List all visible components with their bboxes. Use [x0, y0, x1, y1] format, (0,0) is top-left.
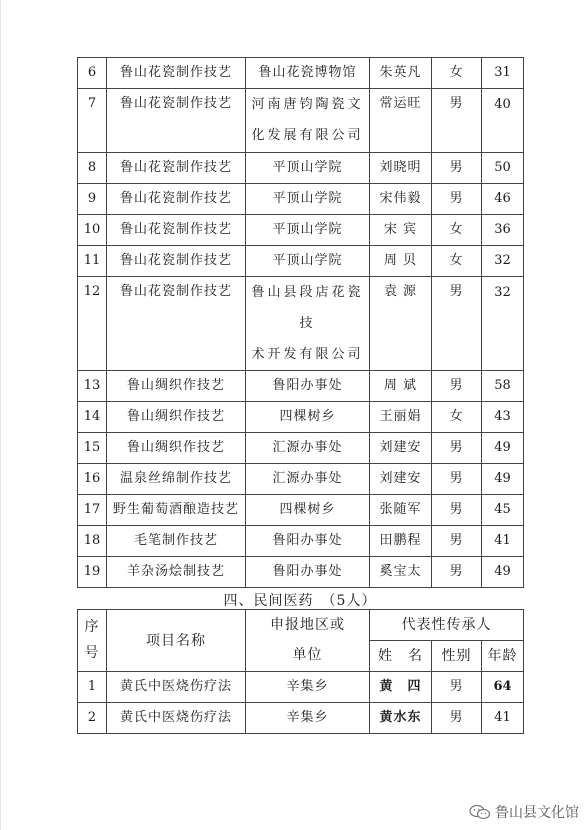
table-row [78, 526, 524, 557]
row-number: 8 [78, 153, 107, 184]
inheritor-name: 田鹏程 [370, 526, 432, 557]
gender: 男 [432, 526, 482, 557]
table-row [78, 557, 524, 588]
project-name: 毛笔制作技艺 [107, 526, 246, 557]
row-number: 15 [78, 433, 107, 464]
project-name: 温泉丝绵制作技艺 [107, 464, 246, 495]
gender: 男 [432, 89, 482, 153]
project-name: 鲁山花瓷制作技艺 [107, 58, 246, 89]
gender: 女 [432, 246, 482, 277]
area-line: 化发展有限公司 [251, 128, 364, 143]
age: 46 [482, 184, 524, 215]
header-name: 姓 名 [370, 641, 432, 672]
inheritor-name: 周 斌 [370, 371, 432, 402]
area-unit [246, 371, 370, 402]
header-seq-bottom: 号 [84, 645, 100, 661]
row-number: 18 [78, 526, 107, 557]
area-unit [246, 246, 370, 277]
area-line: 鲁阳办事处 [272, 378, 343, 393]
area-unit [246, 464, 370, 495]
age: 58 [482, 371, 524, 402]
area-line: 术开发有限公司 [251, 347, 364, 362]
header-area-top: 申报地区或 [270, 617, 345, 633]
age: 43 [482, 402, 524, 433]
gender: 男 [432, 703, 482, 734]
project-name: 鲁山花瓷制作技艺 [107, 246, 246, 277]
gender: 男 [432, 672, 482, 703]
age: 64 [482, 672, 524, 703]
header-seq [78, 610, 107, 672]
table-row [78, 703, 524, 734]
gender: 男 [432, 371, 482, 402]
header-seq-top: 序 [84, 619, 100, 635]
row-number: 11 [78, 246, 107, 277]
area-line: 汇源办事处 [272, 471, 343, 486]
project-name: 野生葡萄酒酿造技艺 [107, 495, 246, 526]
row-number: 7 [78, 89, 107, 153]
row-number: 1 [78, 672, 107, 703]
heritage-table-body [78, 58, 524, 588]
area-line: 平顶山学院 [272, 160, 343, 175]
header-representative: 代表性传承人 [370, 610, 524, 641]
table-row [78, 153, 524, 184]
gender: 男 [432, 153, 482, 184]
table-row [78, 464, 524, 495]
area-unit [246, 402, 370, 433]
row-number: 17 [78, 495, 107, 526]
age: 36 [482, 215, 524, 246]
project-name: 鲁山花瓷制作技艺 [107, 215, 246, 246]
age: 49 [482, 433, 524, 464]
row-number: 14 [78, 402, 107, 433]
area-unit: 辛集乡 [246, 703, 370, 734]
area-unit [246, 495, 370, 526]
table-row [78, 89, 524, 153]
area-line: 鲁山花瓷博物馆 [258, 65, 357, 80]
table-row [78, 277, 524, 371]
row-number: 13 [78, 371, 107, 402]
header-project: 项目名称 [107, 610, 246, 672]
gender: 男 [432, 433, 482, 464]
age: 50 [482, 153, 524, 184]
table-row [78, 495, 524, 526]
age: 40 [482, 89, 524, 153]
watermark [469, 802, 579, 822]
gender: 女 [432, 215, 482, 246]
header-row-top [78, 610, 524, 641]
table-row [78, 402, 524, 433]
project-name: 羊杂汤烩制技艺 [107, 557, 246, 588]
inheritor-name: 刘建安 [370, 433, 432, 464]
row-number: 12 [78, 277, 107, 371]
table-row [78, 184, 524, 215]
age: 32 [482, 246, 524, 277]
inheritor-name: 周 贝 [370, 246, 432, 277]
project-name: 黄氏中医烧伤疗法 [107, 672, 246, 703]
header-age: 年龄 [482, 641, 524, 672]
row-number: 16 [78, 464, 107, 495]
inheritor-name: 宋 宾 [370, 215, 432, 246]
inheritor-name: 宋伟毅 [370, 184, 432, 215]
inheritor-name: 奚宝太 [370, 557, 432, 588]
inheritor-name: 袁 源 [370, 277, 432, 371]
inheritor-name: 黄 四 [370, 672, 432, 703]
inheritor-name: 刘晓明 [370, 153, 432, 184]
area-line: 平顶山学院 [272, 191, 343, 206]
header-area-bottom: 单位 [292, 647, 323, 663]
project-name: 鲁山花瓷制作技艺 [107, 89, 246, 153]
project-name: 鲁山绸织作技艺 [107, 402, 246, 433]
age: 49 [482, 464, 524, 495]
row-number: 10 [78, 215, 107, 246]
inheritor-name: 黄水东 [370, 703, 432, 734]
header-area [246, 610, 370, 672]
area-line: 四棵树乡 [279, 409, 336, 424]
area-line: 河南唐钧陶瓷文 [251, 97, 364, 112]
area-unit [246, 89, 370, 153]
age: 45 [482, 495, 524, 526]
area-unit [246, 433, 370, 464]
inheritor-name: 王丽娟 [370, 402, 432, 433]
area-line: 平顶山学院 [272, 222, 343, 237]
area-unit: 辛集乡 [246, 672, 370, 703]
area-line: 鲁阳办事处 [272, 533, 343, 548]
area-unit [246, 215, 370, 246]
age: 32 [482, 277, 524, 371]
area-unit [246, 184, 370, 215]
area-unit [246, 526, 370, 557]
gender: 男 [432, 464, 482, 495]
area-unit [246, 153, 370, 184]
gender: 男 [432, 557, 482, 588]
table-row [78, 672, 524, 703]
inheritor-name: 张随军 [370, 495, 432, 526]
table-row [78, 433, 524, 464]
project-name: 鲁山绸织作技艺 [107, 371, 246, 402]
table-row [78, 215, 524, 246]
area-unit [246, 277, 370, 371]
area-unit [246, 557, 370, 588]
age: 41 [482, 526, 524, 557]
project-name: 鲁山花瓷制作技艺 [107, 277, 246, 371]
project-name: 鲁山花瓷制作技艺 [107, 153, 246, 184]
inheritor-name: 朱英凡 [370, 58, 432, 89]
age: 31 [482, 58, 524, 89]
row-number: 9 [78, 184, 107, 215]
folk-medicine-table [77, 609, 524, 734]
row-number: 6 [78, 58, 107, 89]
table-row [78, 58, 524, 89]
section-title-folk-medicine: 四、民间医药 （5人） [223, 593, 377, 609]
age: 41 [482, 703, 524, 734]
gender: 男 [432, 277, 482, 371]
area-line: 鲁阳办事处 [272, 564, 343, 579]
project-name: 鲁山绸织作技艺 [107, 433, 246, 464]
wechat-icon [469, 804, 491, 820]
area-line: 平顶山学院 [272, 253, 343, 268]
table-row [78, 371, 524, 402]
inheritor-name: 刘建安 [370, 464, 432, 495]
project-name: 黄氏中医烧伤疗法 [107, 703, 246, 734]
area-line: 汇源办事处 [272, 440, 343, 455]
row-number: 2 [78, 703, 107, 734]
gender: 女 [432, 58, 482, 89]
gender: 男 [432, 184, 482, 215]
area-line: 鲁山县段店花瓷技 [251, 285, 364, 331]
row-number: 19 [78, 557, 107, 588]
watermark-text: 鲁山县文化馆 [495, 805, 579, 821]
age: 49 [482, 557, 524, 588]
heritage-table-continued [77, 57, 524, 588]
area-unit [246, 58, 370, 89]
area-line: 四棵树乡 [279, 502, 336, 517]
inheritor-name: 常运旺 [370, 89, 432, 153]
table-row [78, 246, 524, 277]
gender: 女 [432, 402, 482, 433]
header-gender: 性别 [432, 641, 482, 672]
gender: 男 [432, 495, 482, 526]
project-name: 鲁山花瓷制作技艺 [107, 184, 246, 215]
